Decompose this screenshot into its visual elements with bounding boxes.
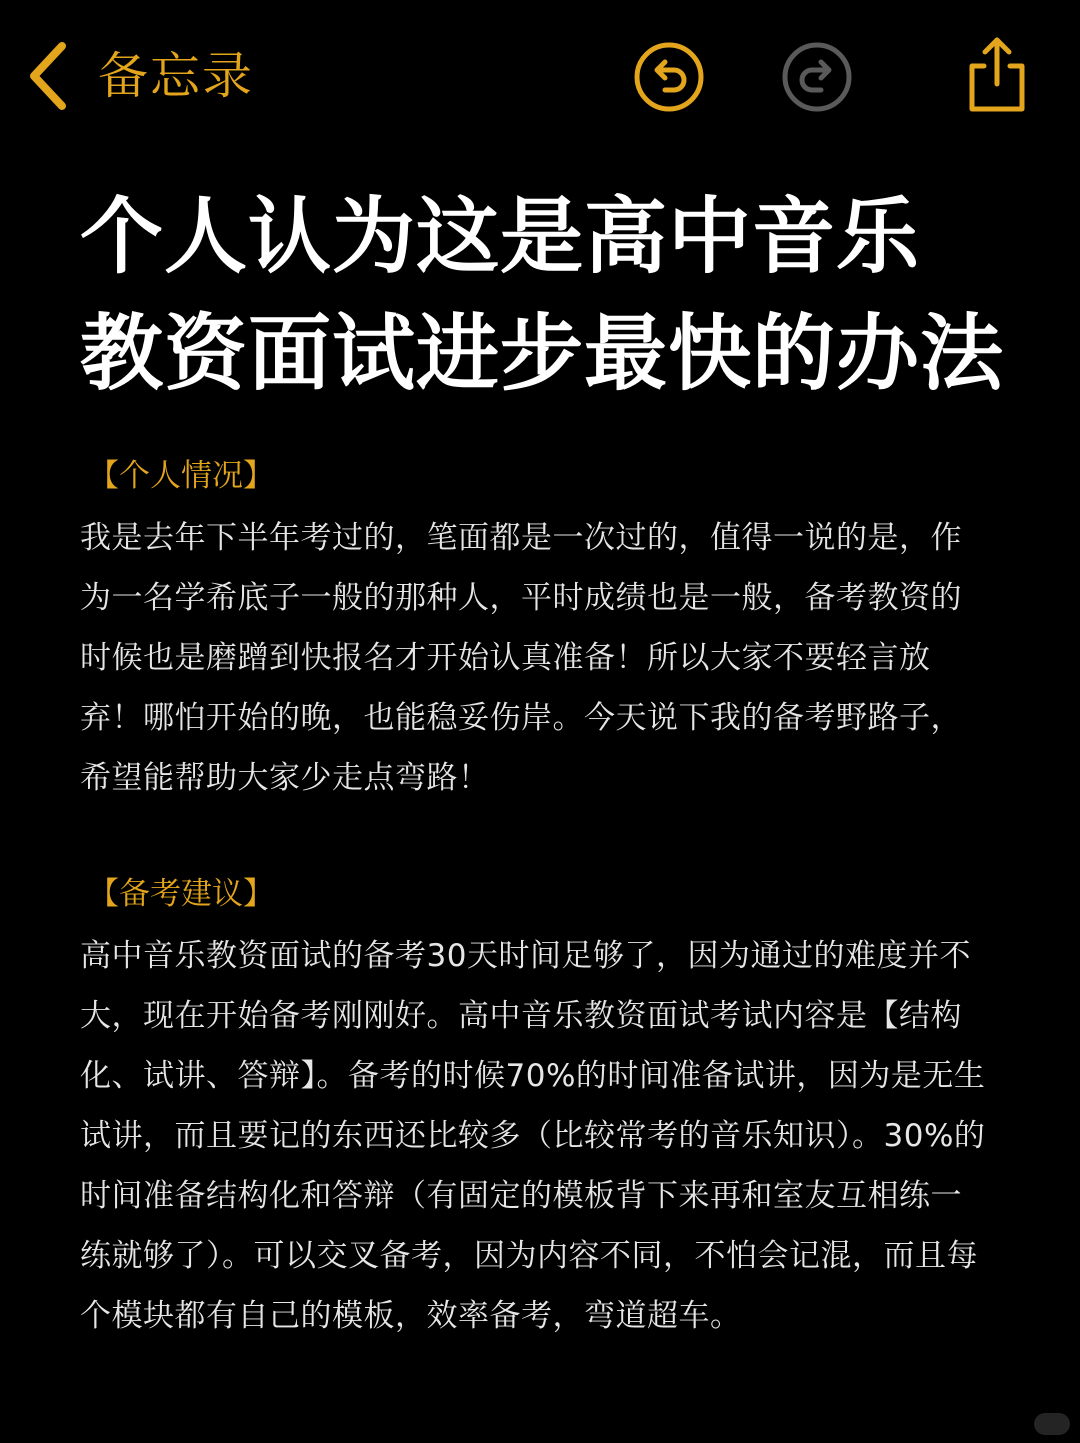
chevron-left-icon bbox=[26, 38, 72, 114]
share-icon[interactable] bbox=[962, 34, 1032, 114]
section-heading: 【个人情况】 bbox=[88, 458, 274, 494]
note-section-advice bbox=[80, 868, 990, 1346]
note-title bbox=[80, 178, 1040, 412]
note-section-personal bbox=[80, 450, 990, 808]
redo-icon[interactable] bbox=[780, 40, 854, 114]
section-body: 高中音乐教资面试的备考30天时间足够了，因为通过的难度并不大，现在开始备考刚刚好。高中音乐教资面试考试内容是【结构化、试讲、答辩】。备考的时候70%的时间准备试讲，因为是无生试讲，而且要记的东西还比较多（比较常考的音乐知识）。30%的时间准备结构化和答辩（有固定的模板背下来再和室友互相练一练就够了）。可以交叉备考，因为内容不同，不怕会记混，而且每个模块都有自己的模板，效率备考，弯道超车。 bbox=[80, 938, 986, 1334]
section-heading: 【备考建议】 bbox=[88, 876, 274, 912]
section-body: 我是去年下半年考过的，笔面都是一次过的，值得一说的是，作为一名学希底子一般的那种人，平时成绩也是一般，备考教资的时候也是磨蹭到快报名才开始认真准备！所以大家不要轻言放弃！哪怕开始的晚，也能稳妥伤岸。今天说下我的备考野路子，希望能帮助大家少走点弯路！ bbox=[80, 520, 962, 796]
back-button[interactable] bbox=[26, 38, 254, 114]
back-label: 备忘录 bbox=[98, 47, 254, 105]
watermark bbox=[1034, 1413, 1070, 1435]
note-title-text: 个人认为这是高中音乐 教资面试进步最快的办法 bbox=[80, 188, 1004, 402]
toolbar bbox=[0, 0, 1080, 150]
undo-icon[interactable] bbox=[632, 40, 706, 114]
